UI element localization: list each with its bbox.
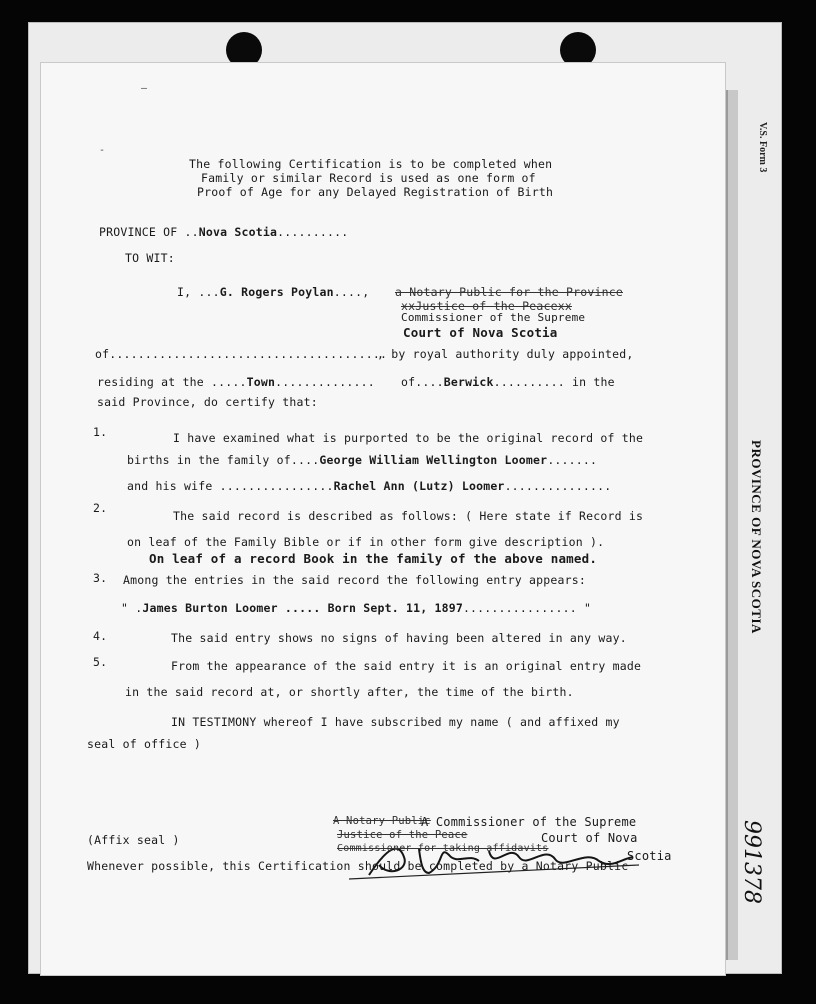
- entry-text: James Burton Loomer ..... Born Sept. 11, 1897: [142, 601, 463, 615]
- residence-line: [97, 375, 375, 389]
- item-2-line-2: on leaf of the Family Bible or if in other form give description ).: [127, 535, 605, 549]
- struck-justice: xxJustice of the Peacexx: [401, 299, 572, 313]
- births-prefix: births in the family of....: [127, 453, 320, 467]
- entry-line: [121, 601, 591, 615]
- item-1-line-3: [127, 479, 611, 493]
- certifier-suffix: ....,: [333, 285, 370, 299]
- item-1-line-2: [127, 453, 597, 467]
- residence-tail: .......... in the: [493, 375, 615, 389]
- item-5-line-2: in the said record at, or shortly after, the time of the birth.: [125, 685, 574, 699]
- certifier-title-1: Commissioner of the Supreme: [401, 311, 586, 324]
- certifier-title-2: Court of Nova Scotia: [403, 325, 558, 340]
- wife-prefix: and his wife ................: [127, 479, 334, 493]
- sig-struck-notary: A Notary Public: [333, 815, 431, 827]
- record-description: On leaf of a record Book in the family of the above named.: [149, 551, 598, 566]
- place-type: Town: [246, 375, 276, 389]
- certification-form: [40, 62, 726, 976]
- item-number: 3.: [93, 571, 108, 585]
- births-suffix: .......: [547, 453, 598, 467]
- residence-line-2: said Province, do certify that:: [97, 395, 318, 409]
- item-4: The said entry shows no signs of having been altered in any way.: [171, 631, 627, 645]
- testimony-line-2: seal of office ): [87, 737, 201, 751]
- certifier-line: [177, 285, 369, 299]
- affix-seal: (Affix seal ): [87, 833, 180, 847]
- father-name: George William Wellington Loomer: [319, 453, 548, 467]
- appointed: , by royal authority duly appointed,: [377, 347, 634, 361]
- residence-of: of....: [401, 375, 444, 389]
- item-2-line-1: The said record is described as follows: ( Here state if Record is: [173, 509, 644, 523]
- province-banner: PROVINCE OF NOVA SCOTIA: [749, 440, 764, 634]
- to-wit: TO WIT:: [125, 251, 175, 265]
- edge-mark: -: [99, 145, 106, 156]
- header-line: The following Certification is to be completed when: [189, 157, 553, 171]
- residence-place: Berwick: [443, 375, 494, 389]
- mother-name: Rachel Ann (Lutz) Loomer: [333, 479, 505, 493]
- item-5-line-1: From the appearance of the said entry it is an original entry made: [171, 659, 642, 673]
- registration-number: 991378: [739, 820, 764, 904]
- testimony-line-1: IN TESTIMONY whereof I have subscribed my name ( and affixed my: [171, 715, 620, 729]
- sig-title-3: Scotia: [627, 849, 672, 863]
- entry-open: " .: [121, 601, 143, 615]
- residence-dots: ..............: [275, 375, 375, 389]
- residence-place-line: [401, 375, 615, 389]
- entry-close: ................ ": [462, 601, 592, 615]
- header-line: Family or similar Record is used as one form of: [201, 171, 536, 185]
- sig-struck-justice: Justice of the Peace: [337, 829, 468, 841]
- certifier-name: G. Rogers Poylan: [219, 285, 334, 299]
- certifier-prefix: I, ...: [177, 285, 220, 299]
- province-value: Nova Scotia: [198, 225, 278, 239]
- residence-label: residing at the .....: [97, 375, 247, 389]
- header-line: Proof of Age for any Delayed Registration of Birth: [197, 185, 554, 199]
- struck-notary: a Notary Public for the Province: [395, 285, 623, 299]
- item-1-line-1: I have examined what is purported to be the original record of the: [173, 431, 644, 445]
- sig-title-1: A Commissioner of the Supreme: [421, 815, 637, 829]
- footer-note: Whenever possible, this Certification should be completed by a Notary Public: [87, 859, 629, 873]
- sig-title-2: Court of Nova: [541, 831, 638, 845]
- wife-suffix: ...............: [504, 479, 612, 493]
- edge-mark: —: [141, 83, 148, 94]
- item-number: 4.: [93, 629, 108, 643]
- form-label: V.S. Form 3: [757, 122, 768, 173]
- item-number: 1.: [93, 425, 108, 439]
- item-number: 2.: [93, 501, 108, 515]
- item-number: 5.: [93, 655, 108, 669]
- province-label: PROVINCE OF ..: [99, 225, 199, 239]
- of-line: of.......................................: [95, 347, 388, 361]
- sig-struck-commissioner: Commissioner for taking affidavits: [337, 843, 549, 854]
- province-line: [99, 225, 348, 239]
- province-dots: ..........: [277, 225, 349, 239]
- item-3-line-1: Among the entries in the said record the following entry appears:: [123, 573, 587, 587]
